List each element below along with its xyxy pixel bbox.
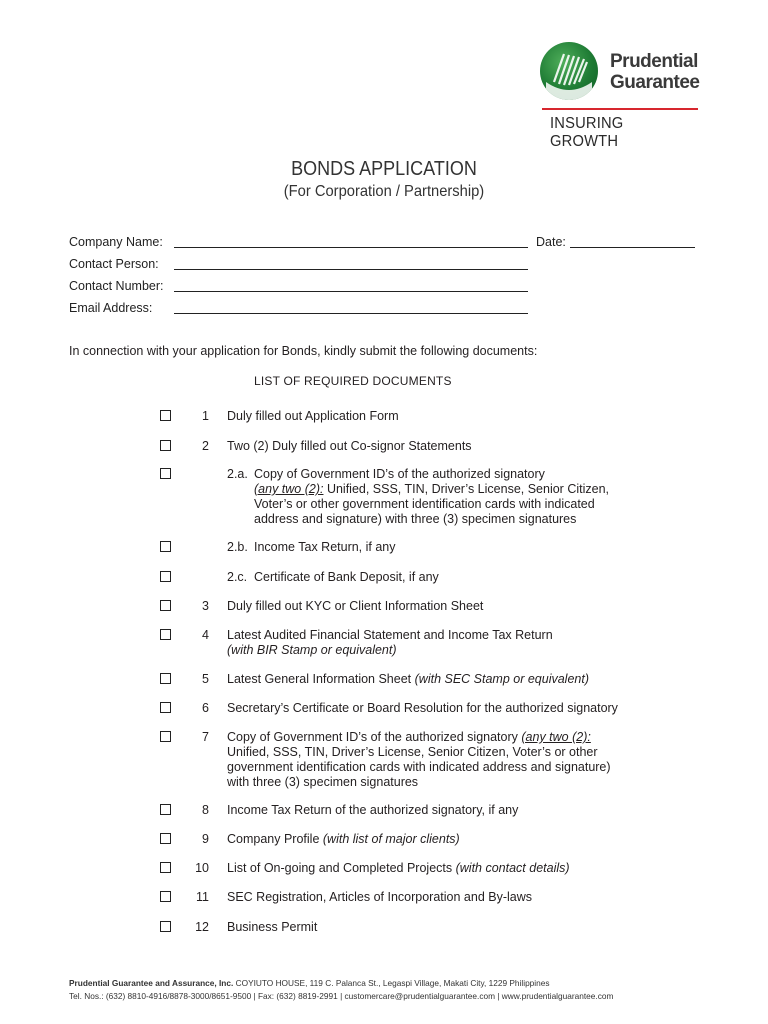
checkbox[interactable] xyxy=(160,702,171,713)
brand-tagline: INSURING GROWTH xyxy=(550,115,624,150)
checkbox[interactable] xyxy=(160,571,171,582)
item-number: 2.b. xyxy=(227,540,248,554)
item-note: (with SEC Stamp or equivalent) xyxy=(414,672,590,686)
item-text-line xyxy=(227,672,657,687)
item-number: 12 xyxy=(195,920,209,934)
brand-divider xyxy=(542,108,698,110)
item-text-line: Unified, SSS, TIN, Driver’s License, Senior Citizen, Voter’s or other xyxy=(227,745,598,759)
footer-address-text: COYIUTO HOUSE, 119 C. Palanca St., Legaspi Village, Makati City, 1229 Philippines xyxy=(233,978,550,988)
email-label: Email Address: xyxy=(69,301,153,315)
item-number: 2 xyxy=(202,439,209,453)
date-label: Date: xyxy=(536,235,566,249)
item-number: 4 xyxy=(202,628,209,642)
item-number: 9 xyxy=(202,832,209,846)
item-note: (any two (2): xyxy=(254,482,324,496)
item-text: Latest General Information Sheet xyxy=(227,672,415,686)
item-number: 11 xyxy=(196,890,209,904)
checkbox[interactable] xyxy=(160,862,171,873)
item-number: 7 xyxy=(202,730,209,744)
contact-person-field[interactable] xyxy=(174,269,528,270)
intro-text: In connection with your application for Bonds, kindly submit the following documents: xyxy=(69,344,538,358)
item-note: (with BIR Stamp or equivalent) xyxy=(227,643,397,657)
item-number: 10 xyxy=(195,861,209,875)
item-text: Company Profile xyxy=(227,832,323,846)
item-note: (any two (2): xyxy=(521,730,591,744)
checkbox[interactable] xyxy=(160,541,171,552)
checkbox[interactable] xyxy=(160,629,171,640)
striped-globe-icon xyxy=(540,42,598,100)
company-name-label: Company Name: xyxy=(69,235,163,249)
checkbox[interactable] xyxy=(160,731,171,742)
checkbox[interactable] xyxy=(160,833,171,844)
item-text: Two (2) Duly filled out Co-signor Statements xyxy=(227,439,472,453)
page-subtitle: (For Corporation / Partnership) xyxy=(283,183,485,200)
item-text: SEC Registration, Articles of Incorporation and By-laws xyxy=(227,890,532,904)
item-text: Business Permit xyxy=(227,920,318,934)
checkbox[interactable] xyxy=(160,600,171,611)
checkbox[interactable] xyxy=(160,673,171,684)
contact-number-label: Contact Number: xyxy=(69,279,164,293)
item-number: 5 xyxy=(202,672,209,686)
company-logo xyxy=(540,42,700,150)
checkbox[interactable] xyxy=(160,410,171,421)
item-note: (with list of major clients) xyxy=(322,832,460,846)
email-field[interactable] xyxy=(174,313,528,314)
contact-person-label: Contact Person: xyxy=(69,257,159,271)
checkbox[interactable] xyxy=(160,921,171,932)
footer-company: Prudential Guarantee and Assurance, Inc. xyxy=(69,978,234,988)
item-text-line xyxy=(227,730,657,745)
item-text: Copy of Government ID’s of the authorized signatory xyxy=(254,467,545,481)
item-text-line xyxy=(227,832,657,847)
item-text-line: with three (3) specimen signatures xyxy=(227,775,419,789)
item-number: 6 xyxy=(202,701,209,715)
company-name-field[interactable] xyxy=(174,247,528,248)
item-number: 2.a. xyxy=(227,467,248,481)
contact-number-field[interactable] xyxy=(174,291,528,292)
item-text-line: address and signature) with three (3) specimen signatures xyxy=(254,512,577,526)
brand-name-line2: Guarantee xyxy=(610,72,700,93)
item-number: 3 xyxy=(202,599,209,613)
item-text-line: Voter’s or other government identification cards with indicated xyxy=(254,497,595,511)
item-text: Duly filled out KYC or Client Information Sheet xyxy=(227,599,484,613)
item-text: Certificate of Bank Deposit, if any xyxy=(254,570,439,584)
item-text-line xyxy=(254,482,654,497)
page-title: BONDS APPLICATION xyxy=(291,158,477,180)
checkbox[interactable] xyxy=(160,804,171,815)
item-text: Copy of Government ID’s of the authorized signatory xyxy=(227,730,522,744)
item-text: Duly filled out Application Form xyxy=(227,409,399,423)
item-text: Income Tax Return of the authorized signatory, if any xyxy=(227,803,519,817)
item-text: List of On-going and Completed Projects xyxy=(227,861,456,875)
checkbox[interactable] xyxy=(160,468,171,479)
list-heading: LIST OF REQUIRED DOCUMENTS xyxy=(254,374,452,388)
item-number: 2.c. xyxy=(227,570,248,584)
footer-address xyxy=(69,978,550,988)
item-text: Income Tax Return, if any xyxy=(254,540,396,554)
item-text-cont: Unified, SSS, TIN, Driver’s License, Senior Citizen, xyxy=(323,482,609,496)
item-text-line xyxy=(227,861,657,876)
item-text: Secretary’s Certificate or Board Resolution for the authorized signatory xyxy=(227,701,618,715)
footer-contact: Tel. Nos.: (632) 8810-4916/8878-3000/8651-9500 | Fax: (632) 8819-2991 | customercare@prudentialguarantee.com | www.prudentialguarantee.com xyxy=(69,991,614,1001)
item-number: 1 xyxy=(202,409,209,423)
item-text-line: government identification cards with indicated address and signature) xyxy=(227,760,611,774)
checkbox[interactable] xyxy=(160,891,171,902)
date-field[interactable] xyxy=(570,247,695,248)
item-text: Latest Audited Financial Statement and Income Tax Return xyxy=(227,628,553,642)
checkbox[interactable] xyxy=(160,440,171,451)
item-note: (with contact details) xyxy=(455,861,570,875)
brand-name-line1: Prudential xyxy=(610,51,698,72)
item-number: 8 xyxy=(202,803,209,817)
